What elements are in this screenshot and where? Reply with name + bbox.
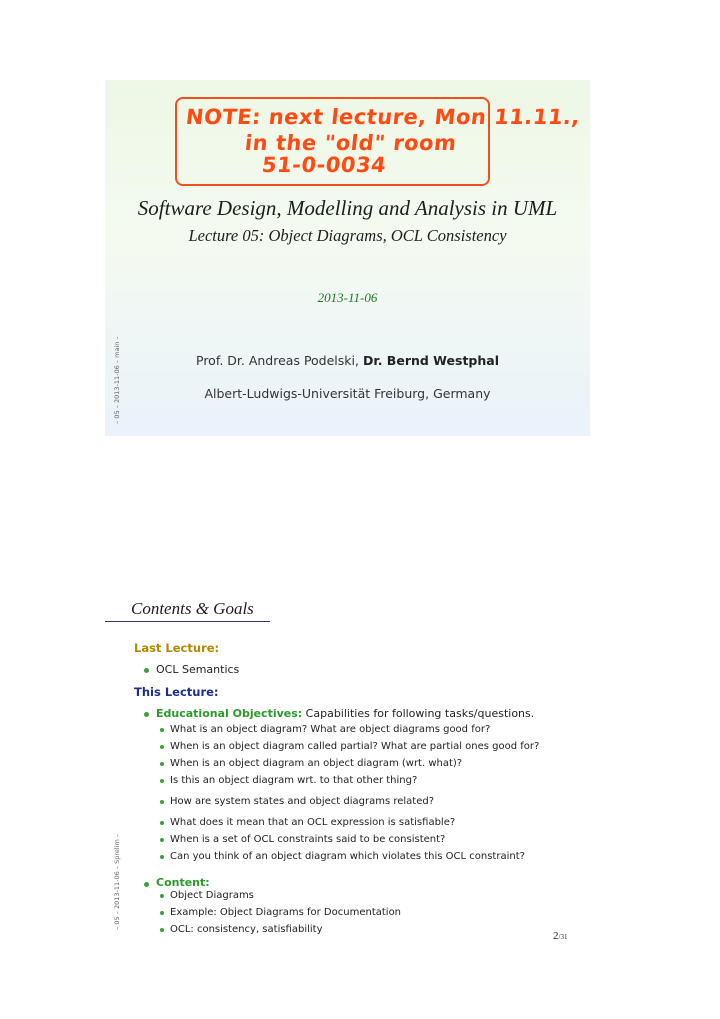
question-item: How are system states and object diagrams related?: [170, 796, 435, 807]
author-bold: Dr. Bernd Westphal: [362, 353, 499, 368]
author-plain: Prof. Dr. Andreas Podelski,: [196, 353, 363, 368]
content-item: Object Diagrams: [170, 890, 254, 901]
content-label: Content:: [156, 876, 210, 889]
this-lecture-label: This Lecture:: [134, 685, 219, 699]
slide-title: Software Design, Modelling and Analysis in UML: [137, 196, 558, 220]
question-item: What does it mean that an OCL expression is satisfiable?: [170, 817, 456, 828]
heading-rule: [105, 621, 270, 622]
contents-heading: Contents & Goals: [131, 599, 254, 618]
authors: [105, 353, 590, 368]
slide2-side-label: – 05 – 2013-11-06 – Sprelim –: [113, 833, 121, 930]
slide1-side-label: – 05 – 2013-11-06 – main –: [113, 336, 121, 424]
note-line-3: 51-0-0034: [260, 153, 388, 177]
question-item: What is an object diagram? What are object diagrams good for?: [170, 724, 491, 735]
content-item: OCL: consistency, satisfiability: [170, 924, 323, 935]
last-lecture-label: Last Lecture:: [134, 641, 220, 655]
note-line-2: in the "old" room: [243, 131, 458, 155]
note-line-1: NOTE: next lecture, Mon 11.11.,: [184, 105, 582, 129]
lecture-date: 2013-11-06: [317, 290, 378, 305]
slide-subtitle: Lecture 05: Object Diagrams, OCL Consistency: [188, 226, 507, 245]
content-item: Example: Object Diagrams for Documentation: [170, 907, 402, 918]
question-item: Is this an object diagram wrt. to that other thing?: [170, 775, 418, 786]
affiliation: Albert-Ludwigs-Universität Freiburg, Germany: [204, 386, 491, 401]
question-item: When is an object diagram an object diagram (wrt. what)?: [170, 758, 463, 769]
question-item: When is an object diagram called partial? What are partial ones good for?: [170, 741, 540, 752]
page-number: 2/31: [553, 930, 568, 942]
question-item: Can you think of an object diagram which violates this OCL constraint?: [170, 851, 525, 862]
question-item: When is a set of OCL constraints said to be consistent?: [170, 834, 446, 845]
last-lecture-item: OCL Semantics: [156, 663, 240, 676]
educational-objectives: Educational Objectives: Capabilities for following tasks/questions.: [156, 707, 535, 720]
